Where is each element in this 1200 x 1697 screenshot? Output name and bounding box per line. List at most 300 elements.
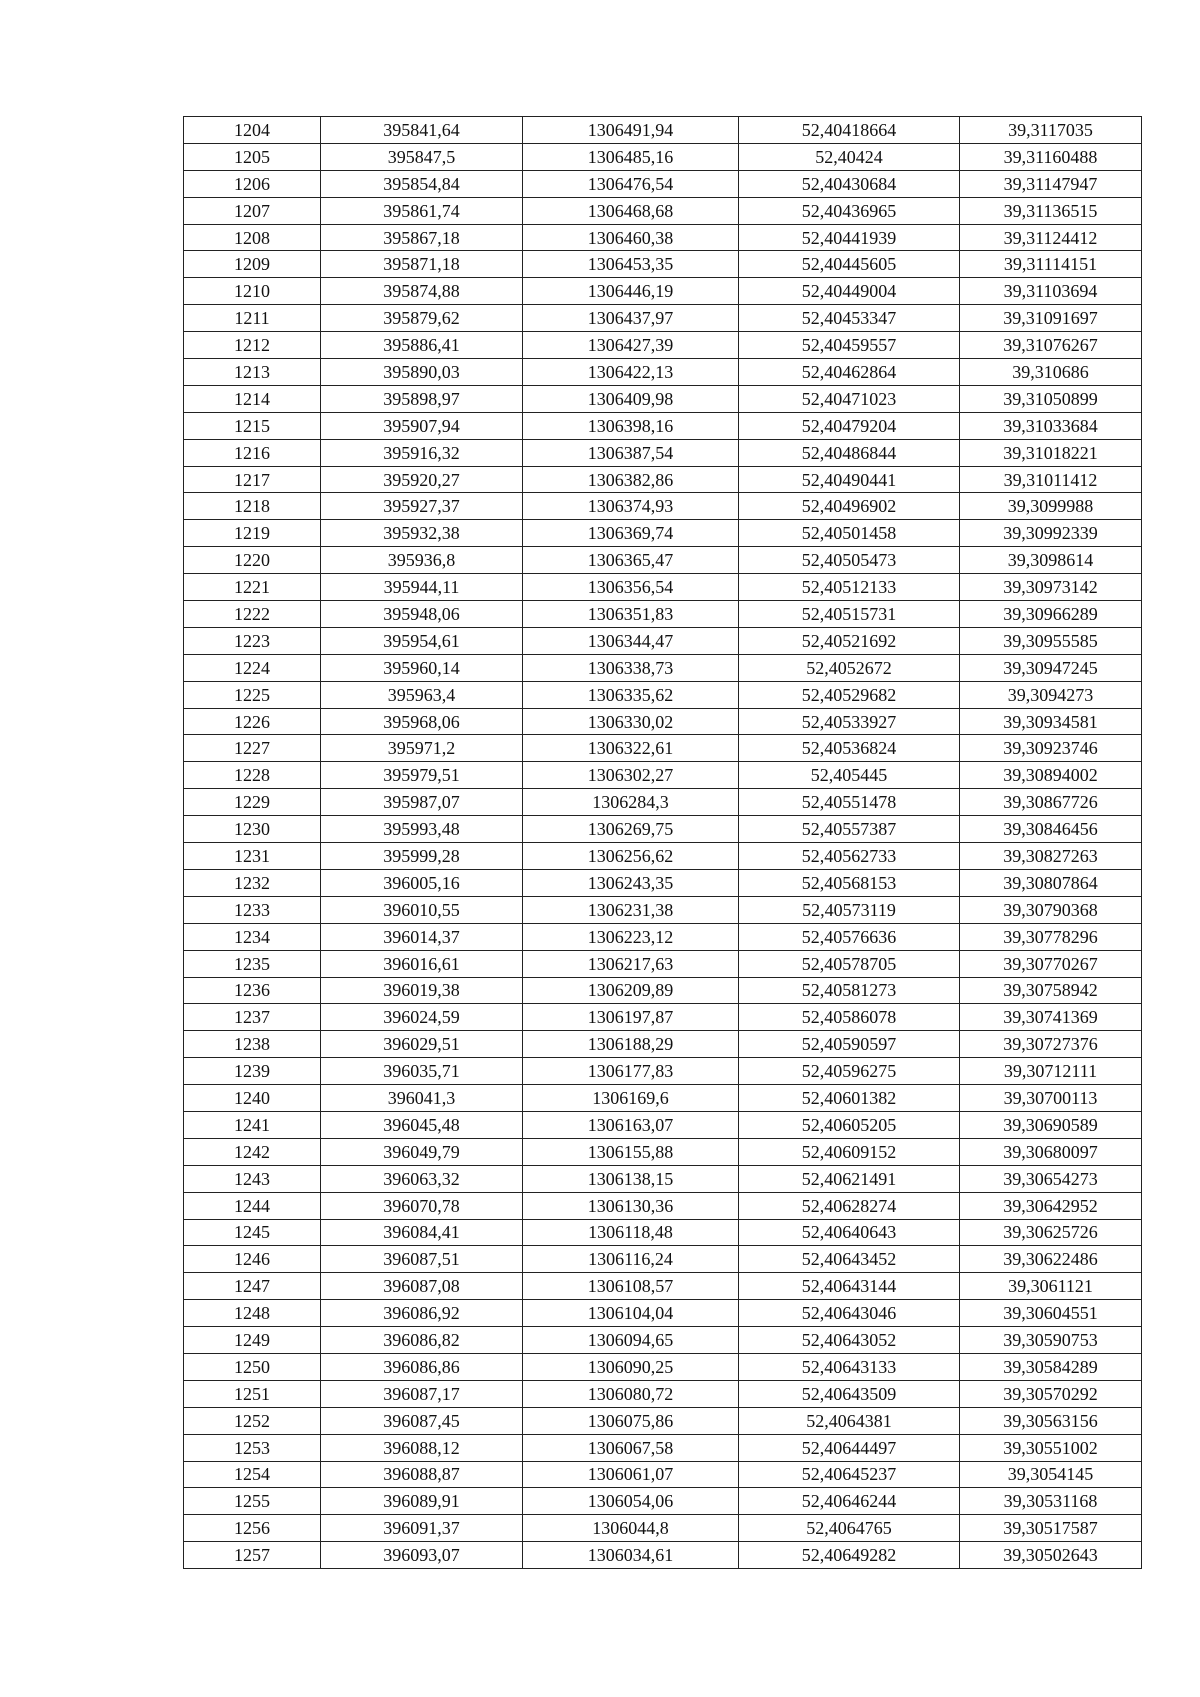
point-number-cell: 1234	[184, 923, 321, 950]
y-coordinate-cell: 1306284,3	[523, 789, 739, 816]
x-coordinate-cell: 395948,06	[321, 601, 523, 628]
table-row	[184, 439, 1142, 466]
y-coordinate-cell: 1306080,72	[523, 1380, 739, 1407]
latitude-cell: 52,40424	[739, 143, 960, 170]
y-coordinate-cell: 1306369,74	[523, 520, 739, 547]
longitude-cell: 39,31050899	[960, 385, 1142, 412]
x-coordinate-cell: 395886,41	[321, 332, 523, 359]
longitude-cell: 39,31124412	[960, 224, 1142, 251]
point-number-cell: 1216	[184, 439, 321, 466]
table-row	[184, 1327, 1142, 1354]
table-row	[184, 520, 1142, 547]
point-number-cell: 1252	[184, 1407, 321, 1434]
x-coordinate-cell: 395867,18	[321, 224, 523, 251]
longitude-cell: 39,30584289	[960, 1353, 1142, 1380]
latitude-cell: 52,40644497	[739, 1434, 960, 1461]
point-number-cell: 1204	[184, 117, 321, 144]
longitude-cell: 39,30680097	[960, 1138, 1142, 1165]
latitude-cell: 52,4052672	[739, 654, 960, 681]
x-coordinate-cell: 395907,94	[321, 412, 523, 439]
y-coordinate-cell: 1306231,38	[523, 896, 739, 923]
point-number-cell: 1228	[184, 762, 321, 789]
x-coordinate-cell: 395879,62	[321, 305, 523, 332]
x-coordinate-cell: 396045,48	[321, 1111, 523, 1138]
y-coordinate-cell: 1306351,83	[523, 601, 739, 628]
longitude-cell: 39,30867726	[960, 789, 1142, 816]
y-coordinate-cell: 1306485,16	[523, 143, 739, 170]
latitude-cell: 52,40621491	[739, 1165, 960, 1192]
y-coordinate-cell: 1306054,06	[523, 1488, 739, 1515]
point-number-cell: 1213	[184, 359, 321, 386]
point-number-cell: 1221	[184, 574, 321, 601]
point-number-cell: 1243	[184, 1165, 321, 1192]
longitude-cell: 39,30727376	[960, 1031, 1142, 1058]
x-coordinate-cell: 396086,86	[321, 1353, 523, 1380]
y-coordinate-cell: 1306374,93	[523, 493, 739, 520]
x-coordinate-cell: 396087,51	[321, 1246, 523, 1273]
longitude-cell: 39,30604551	[960, 1300, 1142, 1327]
longitude-cell: 39,3099988	[960, 493, 1142, 520]
table-row	[184, 143, 1142, 170]
x-coordinate-cell: 396086,92	[321, 1300, 523, 1327]
x-coordinate-cell: 396088,87	[321, 1461, 523, 1488]
longitude-cell: 39,30894002	[960, 762, 1142, 789]
point-number-cell: 1255	[184, 1488, 321, 1515]
latitude-cell: 52,40436965	[739, 197, 960, 224]
y-coordinate-cell: 1306094,65	[523, 1327, 739, 1354]
y-coordinate-cell: 1306044,8	[523, 1515, 739, 1542]
y-coordinate-cell: 1306243,35	[523, 869, 739, 896]
point-number-cell: 1205	[184, 143, 321, 170]
point-number-cell: 1251	[184, 1380, 321, 1407]
point-number-cell: 1232	[184, 869, 321, 896]
point-number-cell: 1223	[184, 627, 321, 654]
table-row	[184, 601, 1142, 628]
latitude-cell: 52,4064765	[739, 1515, 960, 1542]
point-number-cell: 1215	[184, 412, 321, 439]
x-coordinate-cell: 396024,59	[321, 1004, 523, 1031]
longitude-cell: 39,30642952	[960, 1192, 1142, 1219]
table-row	[184, 1300, 1142, 1327]
table-row	[184, 1407, 1142, 1434]
x-coordinate-cell: 396049,79	[321, 1138, 523, 1165]
point-number-cell: 1210	[184, 278, 321, 305]
y-coordinate-cell: 1306344,47	[523, 627, 739, 654]
latitude-cell: 52,40643133	[739, 1353, 960, 1380]
y-coordinate-cell: 1306197,87	[523, 1004, 739, 1031]
longitude-cell: 39,3094273	[960, 681, 1142, 708]
point-number-cell: 1206	[184, 170, 321, 197]
table-row	[184, 1542, 1142, 1569]
longitude-cell: 39,31103694	[960, 278, 1142, 305]
latitude-cell: 52,40512133	[739, 574, 960, 601]
y-coordinate-cell: 1306256,62	[523, 843, 739, 870]
point-number-cell: 1253	[184, 1434, 321, 1461]
x-coordinate-cell: 395968,06	[321, 708, 523, 735]
longitude-cell: 39,31160488	[960, 143, 1142, 170]
longitude-cell: 39,30625726	[960, 1219, 1142, 1246]
x-coordinate-cell: 395847,5	[321, 143, 523, 170]
point-number-cell: 1217	[184, 466, 321, 493]
table-row	[184, 493, 1142, 520]
x-coordinate-cell: 395874,88	[321, 278, 523, 305]
point-number-cell: 1245	[184, 1219, 321, 1246]
y-coordinate-cell: 1306090,25	[523, 1353, 739, 1380]
longitude-cell: 39,30531168	[960, 1488, 1142, 1515]
x-coordinate-cell: 396063,32	[321, 1165, 523, 1192]
table-row	[184, 1058, 1142, 1085]
table-row	[184, 762, 1142, 789]
longitude-cell: 39,3061121	[960, 1273, 1142, 1300]
point-number-cell: 1256	[184, 1515, 321, 1542]
x-coordinate-cell: 396070,78	[321, 1192, 523, 1219]
point-number-cell: 1211	[184, 305, 321, 332]
latitude-cell: 52,40609152	[739, 1138, 960, 1165]
point-number-cell: 1248	[184, 1300, 321, 1327]
latitude-cell: 52,40562733	[739, 843, 960, 870]
y-coordinate-cell: 1306116,24	[523, 1246, 739, 1273]
table-row	[184, 170, 1142, 197]
longitude-cell: 39,30790368	[960, 896, 1142, 923]
table-row	[184, 977, 1142, 1004]
latitude-cell: 52,40643046	[739, 1300, 960, 1327]
table-row	[184, 1192, 1142, 1219]
x-coordinate-cell: 396093,07	[321, 1542, 523, 1569]
table-row	[184, 1488, 1142, 1515]
y-coordinate-cell: 1306468,68	[523, 197, 739, 224]
y-coordinate-cell: 1306302,27	[523, 762, 739, 789]
point-number-cell: 1230	[184, 816, 321, 843]
y-coordinate-cell: 1306398,16	[523, 412, 739, 439]
longitude-cell: 39,31033684	[960, 412, 1142, 439]
x-coordinate-cell: 395871,18	[321, 251, 523, 278]
latitude-cell: 52,40578705	[739, 950, 960, 977]
point-number-cell: 1237	[184, 1004, 321, 1031]
x-coordinate-cell: 395898,97	[321, 385, 523, 412]
y-coordinate-cell: 1306382,86	[523, 466, 739, 493]
table-row	[184, 117, 1142, 144]
table-row	[184, 816, 1142, 843]
table-row	[184, 789, 1142, 816]
x-coordinate-cell: 396016,61	[321, 950, 523, 977]
latitude-cell: 52,40649282	[739, 1542, 960, 1569]
longitude-cell: 39,30741369	[960, 1004, 1142, 1031]
table-row	[184, 1004, 1142, 1031]
x-coordinate-cell: 396035,71	[321, 1058, 523, 1085]
table-row	[184, 1165, 1142, 1192]
table-row	[184, 896, 1142, 923]
y-coordinate-cell: 1306322,61	[523, 735, 739, 762]
latitude-cell: 52,40453347	[739, 305, 960, 332]
point-number-cell: 1220	[184, 547, 321, 574]
latitude-cell: 52,40505473	[739, 547, 960, 574]
table-row	[184, 1380, 1142, 1407]
point-number-cell: 1240	[184, 1085, 321, 1112]
table-row	[184, 869, 1142, 896]
latitude-cell: 52,40471023	[739, 385, 960, 412]
point-number-cell: 1209	[184, 251, 321, 278]
point-number-cell: 1238	[184, 1031, 321, 1058]
y-coordinate-cell: 1306138,15	[523, 1165, 739, 1192]
x-coordinate-cell: 396086,82	[321, 1327, 523, 1354]
longitude-cell: 39,30947245	[960, 654, 1142, 681]
table-row	[184, 681, 1142, 708]
table-row	[184, 923, 1142, 950]
y-coordinate-cell: 1306061,07	[523, 1461, 739, 1488]
longitude-cell: 39,30551002	[960, 1434, 1142, 1461]
longitude-cell: 39,30622486	[960, 1246, 1142, 1273]
coordinates-table-body	[184, 117, 1142, 1569]
longitude-cell: 39,31018221	[960, 439, 1142, 466]
x-coordinate-cell: 395954,61	[321, 627, 523, 654]
x-coordinate-cell: 396029,51	[321, 1031, 523, 1058]
latitude-cell: 52,40529682	[739, 681, 960, 708]
point-number-cell: 1208	[184, 224, 321, 251]
point-number-cell: 1242	[184, 1138, 321, 1165]
table-row	[184, 1461, 1142, 1488]
point-number-cell: 1214	[184, 385, 321, 412]
latitude-cell: 52,40459557	[739, 332, 960, 359]
latitude-cell: 52,40515731	[739, 601, 960, 628]
point-number-cell: 1224	[184, 654, 321, 681]
x-coordinate-cell: 396091,37	[321, 1515, 523, 1542]
y-coordinate-cell: 1306034,61	[523, 1542, 739, 1569]
x-coordinate-cell: 395971,2	[321, 735, 523, 762]
table-row	[184, 224, 1142, 251]
longitude-cell: 39,30934581	[960, 708, 1142, 735]
x-coordinate-cell: 396010,55	[321, 896, 523, 923]
latitude-cell: 52,40568153	[739, 869, 960, 896]
latitude-cell: 52,40536824	[739, 735, 960, 762]
table-row	[184, 1273, 1142, 1300]
y-coordinate-cell: 1306104,04	[523, 1300, 739, 1327]
y-coordinate-cell: 1306476,54	[523, 170, 739, 197]
table-row	[184, 251, 1142, 278]
longitude-cell: 39,30846456	[960, 816, 1142, 843]
table-row	[184, 1515, 1142, 1542]
point-number-cell: 1254	[184, 1461, 321, 1488]
latitude-cell: 52,40418664	[739, 117, 960, 144]
latitude-cell: 52,4064381	[739, 1407, 960, 1434]
longitude-cell: 39,310686	[960, 359, 1142, 386]
table-row	[184, 574, 1142, 601]
longitude-cell: 39,30690589	[960, 1111, 1142, 1138]
table-row	[184, 278, 1142, 305]
point-number-cell: 1229	[184, 789, 321, 816]
longitude-cell: 39,30654273	[960, 1165, 1142, 1192]
longitude-cell: 39,30923746	[960, 735, 1142, 762]
latitude-cell: 52,40646244	[739, 1488, 960, 1515]
x-coordinate-cell: 396041,3	[321, 1085, 523, 1112]
longitude-cell: 39,30517587	[960, 1515, 1142, 1542]
point-number-cell: 1241	[184, 1111, 321, 1138]
latitude-cell: 52,405445	[739, 762, 960, 789]
longitude-cell: 39,30778296	[960, 923, 1142, 950]
longitude-cell: 39,30758942	[960, 977, 1142, 1004]
latitude-cell: 52,40586078	[739, 1004, 960, 1031]
y-coordinate-cell: 1306075,86	[523, 1407, 739, 1434]
y-coordinate-cell: 1306365,47	[523, 547, 739, 574]
latitude-cell: 52,40590597	[739, 1031, 960, 1058]
table-row	[184, 950, 1142, 977]
x-coordinate-cell: 395979,51	[321, 762, 523, 789]
y-coordinate-cell: 1306223,12	[523, 923, 739, 950]
longitude-cell: 39,30966289	[960, 601, 1142, 628]
table-row	[184, 332, 1142, 359]
x-coordinate-cell: 396084,41	[321, 1219, 523, 1246]
y-coordinate-cell: 1306460,38	[523, 224, 739, 251]
point-number-cell: 1212	[184, 332, 321, 359]
point-number-cell: 1257	[184, 1542, 321, 1569]
x-coordinate-cell: 396014,37	[321, 923, 523, 950]
latitude-cell: 52,40486844	[739, 439, 960, 466]
point-number-cell: 1231	[184, 843, 321, 870]
table-row	[184, 412, 1142, 439]
point-number-cell: 1225	[184, 681, 321, 708]
longitude-cell: 39,30700113	[960, 1085, 1142, 1112]
table-row	[184, 1353, 1142, 1380]
point-number-cell: 1236	[184, 977, 321, 1004]
point-number-cell: 1235	[184, 950, 321, 977]
table-row	[184, 1138, 1142, 1165]
latitude-cell: 52,40449004	[739, 278, 960, 305]
longitude-cell: 39,30712111	[960, 1058, 1142, 1085]
latitude-cell: 52,40445605	[739, 251, 960, 278]
point-number-cell: 1249	[184, 1327, 321, 1354]
y-coordinate-cell: 1306446,19	[523, 278, 739, 305]
point-number-cell: 1233	[184, 896, 321, 923]
latitude-cell: 52,40462864	[739, 359, 960, 386]
latitude-cell: 52,40605205	[739, 1111, 960, 1138]
table-row	[184, 359, 1142, 386]
x-coordinate-cell: 396087,17	[321, 1380, 523, 1407]
y-coordinate-cell: 1306330,02	[523, 708, 739, 735]
table-row	[184, 654, 1142, 681]
y-coordinate-cell: 1306209,89	[523, 977, 739, 1004]
y-coordinate-cell: 1306155,88	[523, 1138, 739, 1165]
point-number-cell: 1246	[184, 1246, 321, 1273]
y-coordinate-cell: 1306163,07	[523, 1111, 739, 1138]
y-coordinate-cell: 1306356,54	[523, 574, 739, 601]
latitude-cell: 52,40643452	[739, 1246, 960, 1273]
x-coordinate-cell: 395916,32	[321, 439, 523, 466]
latitude-cell: 52,40490441	[739, 466, 960, 493]
x-coordinate-cell: 396088,12	[321, 1434, 523, 1461]
table-row	[184, 1219, 1142, 1246]
point-number-cell: 1226	[184, 708, 321, 735]
latitude-cell: 52,40643509	[739, 1380, 960, 1407]
longitude-cell: 39,3098614	[960, 547, 1142, 574]
y-coordinate-cell: 1306067,58	[523, 1434, 739, 1461]
x-coordinate-cell: 396019,38	[321, 977, 523, 1004]
x-coordinate-cell: 395854,84	[321, 170, 523, 197]
point-number-cell: 1219	[184, 520, 321, 547]
y-coordinate-cell: 1306409,98	[523, 385, 739, 412]
x-coordinate-cell: 395987,07	[321, 789, 523, 816]
x-coordinate-cell: 395960,14	[321, 654, 523, 681]
longitude-cell: 39,30955585	[960, 627, 1142, 654]
longitude-cell: 39,30563156	[960, 1407, 1142, 1434]
longitude-cell: 39,31136515	[960, 197, 1142, 224]
longitude-cell: 39,31091697	[960, 305, 1142, 332]
latitude-cell: 52,40496902	[739, 493, 960, 520]
point-number-cell: 1218	[184, 493, 321, 520]
table-row	[184, 735, 1142, 762]
longitude-cell: 39,31076267	[960, 332, 1142, 359]
latitude-cell: 52,40628274	[739, 1192, 960, 1219]
y-coordinate-cell: 1306118,48	[523, 1219, 739, 1246]
table-row	[184, 1111, 1142, 1138]
table-row	[184, 627, 1142, 654]
y-coordinate-cell: 1306269,75	[523, 816, 739, 843]
y-coordinate-cell: 1306453,35	[523, 251, 739, 278]
latitude-cell: 52,40596275	[739, 1058, 960, 1085]
point-number-cell: 1239	[184, 1058, 321, 1085]
x-coordinate-cell: 395999,28	[321, 843, 523, 870]
x-coordinate-cell: 395963,4	[321, 681, 523, 708]
y-coordinate-cell: 1306177,83	[523, 1058, 739, 1085]
y-coordinate-cell: 1306188,29	[523, 1031, 739, 1058]
y-coordinate-cell: 1306427,39	[523, 332, 739, 359]
x-coordinate-cell: 395936,8	[321, 547, 523, 574]
latitude-cell: 52,40557387	[739, 816, 960, 843]
y-coordinate-cell: 1306338,73	[523, 654, 739, 681]
y-coordinate-cell: 1306130,36	[523, 1192, 739, 1219]
y-coordinate-cell: 1306422,13	[523, 359, 739, 386]
x-coordinate-cell: 396087,45	[321, 1407, 523, 1434]
latitude-cell: 52,40643144	[739, 1273, 960, 1300]
table-row	[184, 197, 1142, 224]
latitude-cell: 52,40441939	[739, 224, 960, 251]
x-coordinate-cell: 395890,03	[321, 359, 523, 386]
table-row	[184, 385, 1142, 412]
point-number-cell: 1247	[184, 1273, 321, 1300]
point-number-cell: 1207	[184, 197, 321, 224]
x-coordinate-cell: 396087,08	[321, 1273, 523, 1300]
table-row	[184, 305, 1142, 332]
latitude-cell: 52,40601382	[739, 1085, 960, 1112]
x-coordinate-cell: 395944,11	[321, 574, 523, 601]
y-coordinate-cell: 1306387,54	[523, 439, 739, 466]
y-coordinate-cell: 1306108,57	[523, 1273, 739, 1300]
longitude-cell: 39,31114151	[960, 251, 1142, 278]
longitude-cell: 39,30502643	[960, 1542, 1142, 1569]
y-coordinate-cell: 1306437,97	[523, 305, 739, 332]
longitude-cell: 39,30973142	[960, 574, 1142, 601]
longitude-cell: 39,31147947	[960, 170, 1142, 197]
x-coordinate-cell: 395927,37	[321, 493, 523, 520]
latitude-cell: 52,40573119	[739, 896, 960, 923]
table-row	[184, 466, 1142, 493]
latitude-cell: 52,40576636	[739, 923, 960, 950]
table-row	[184, 1434, 1142, 1461]
table-row	[184, 1085, 1142, 1112]
latitude-cell: 52,40643052	[739, 1327, 960, 1354]
coordinates-table	[183, 116, 1142, 1569]
point-number-cell: 1250	[184, 1353, 321, 1380]
x-coordinate-cell: 395920,27	[321, 466, 523, 493]
table-row	[184, 547, 1142, 574]
y-coordinate-cell: 1306217,63	[523, 950, 739, 977]
latitude-cell: 52,40581273	[739, 977, 960, 1004]
point-number-cell: 1227	[184, 735, 321, 762]
y-coordinate-cell: 1306169,6	[523, 1085, 739, 1112]
x-coordinate-cell: 395932,38	[321, 520, 523, 547]
longitude-cell: 39,30992339	[960, 520, 1142, 547]
x-coordinate-cell: 396005,16	[321, 869, 523, 896]
latitude-cell: 52,40521692	[739, 627, 960, 654]
longitude-cell: 39,30807864	[960, 869, 1142, 896]
